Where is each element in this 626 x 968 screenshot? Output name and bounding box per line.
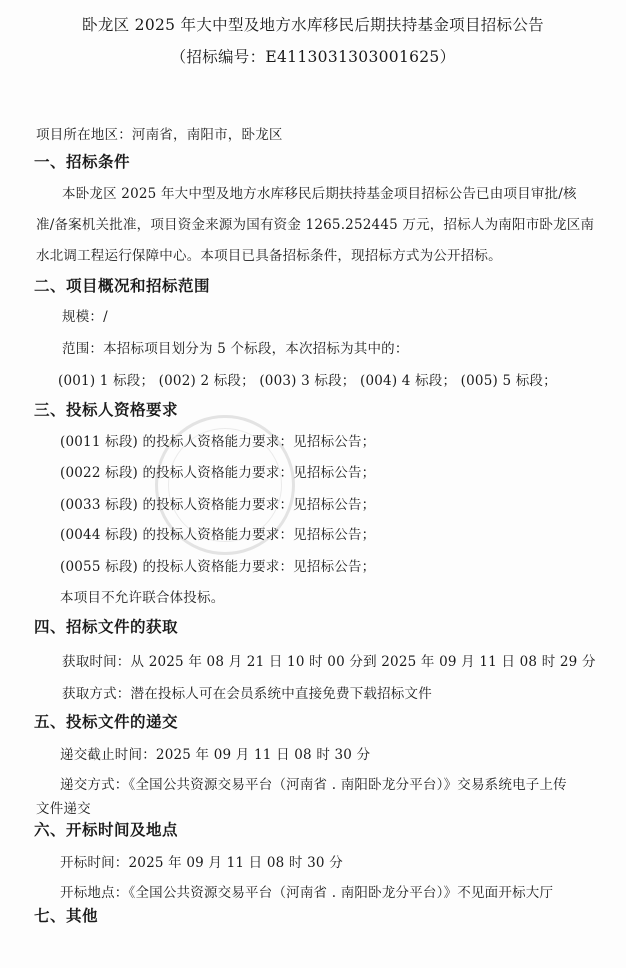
section-3-consortium: 本项目不允许联合体投标。 (60, 590, 225, 606)
section-2-scale: 规模：/ (62, 309, 108, 325)
section-5-heading: 五、投标文件的递交 (34, 712, 179, 731)
section-5-method-line-1: 递交方式：《全国公共资源交易平台（河南省 . 南阳卧龙分平台）》交易系统电子上传 (60, 777, 567, 793)
section-1-para-line-1: 本卧龙区 2025 年大中型及地方水库移民后期扶持基金项目招标公告已由项目审批/核 (62, 186, 577, 202)
section-6-place: 开标地点：《全国公共资源交易平台（河南省 . 南阳卧龙分平台）》不见面开标大厅 (60, 885, 554, 901)
section-7-heading: 七、其他 (34, 906, 99, 925)
section-2-heading: 二、项目概况和招标范围 (34, 276, 211, 295)
project-code: （招标编号：E4113031303001625） (170, 48, 456, 66)
document-title: 卧龙区 2025 年大中型及地方水库移民后期扶持基金项目招标公告 (82, 16, 544, 34)
section-2-lots: (001) 1 标段； (002) 2 标段； (003) 3 标段； (004) 4 标段； (005) 5 标段； (58, 373, 557, 389)
section-3-req-2: (0022 标段) 的投标人资格能力要求：见招标公告； (60, 465, 376, 481)
section-4-method: 获取方式：潜在投标人可在会员系统中直接免费下载招标文件 (62, 686, 432, 702)
section-3-req-5: (0055 标段) 的投标人资格能力要求：见招标公告； (60, 559, 376, 575)
section-4-heading: 四、招标文件的获取 (34, 617, 179, 636)
section-4-time: 获取时间：从 2025 年 08 月 21 日 10 时 00 分到 2025 年 09 月 11 日 08 时 29 分 (62, 654, 596, 670)
section-3-heading: 三、投标人资格要求 (34, 400, 179, 419)
section-6-heading: 六、开标时间及地点 (34, 820, 179, 839)
section-5-deadline: 递交截止时间：2025 年 09 月 11 日 08 时 30 分 (60, 747, 371, 763)
section-1-para-line-2: 准/备案机关批准，项目资金来源为国有资金 1265.252445 万元，招标人为南阳市卧龙区南 (36, 217, 595, 233)
section-6-time: 开标时间：2025 年 09 月 11 日 08 时 30 分 (60, 855, 343, 871)
section-3-req-3: (0033 标段) 的投标人资格能力要求：见招标公告； (60, 497, 376, 513)
section-1-para-line-3: 水北调工程运行保障中心。本项目已具备招标条件，现招标方式为公开招标。 (36, 248, 502, 264)
section-3-req-4: (0044 标段) 的投标人资格能力要求：见招标公告； (60, 527, 376, 543)
section-1-heading: 一、招标条件 (34, 152, 131, 171)
project-region: 项目所在地区：河南省，南阳市，卧龙区 (36, 127, 283, 143)
section-3-req-1: (0011 标段) 的投标人资格能力要求：见招标公告； (60, 434, 376, 450)
section-5-method-line-2: 文件递交 (36, 801, 91, 817)
section-2-scope: 范围：本招标项目划分为 5 个标段，本次招标为其中的： (62, 341, 409, 357)
